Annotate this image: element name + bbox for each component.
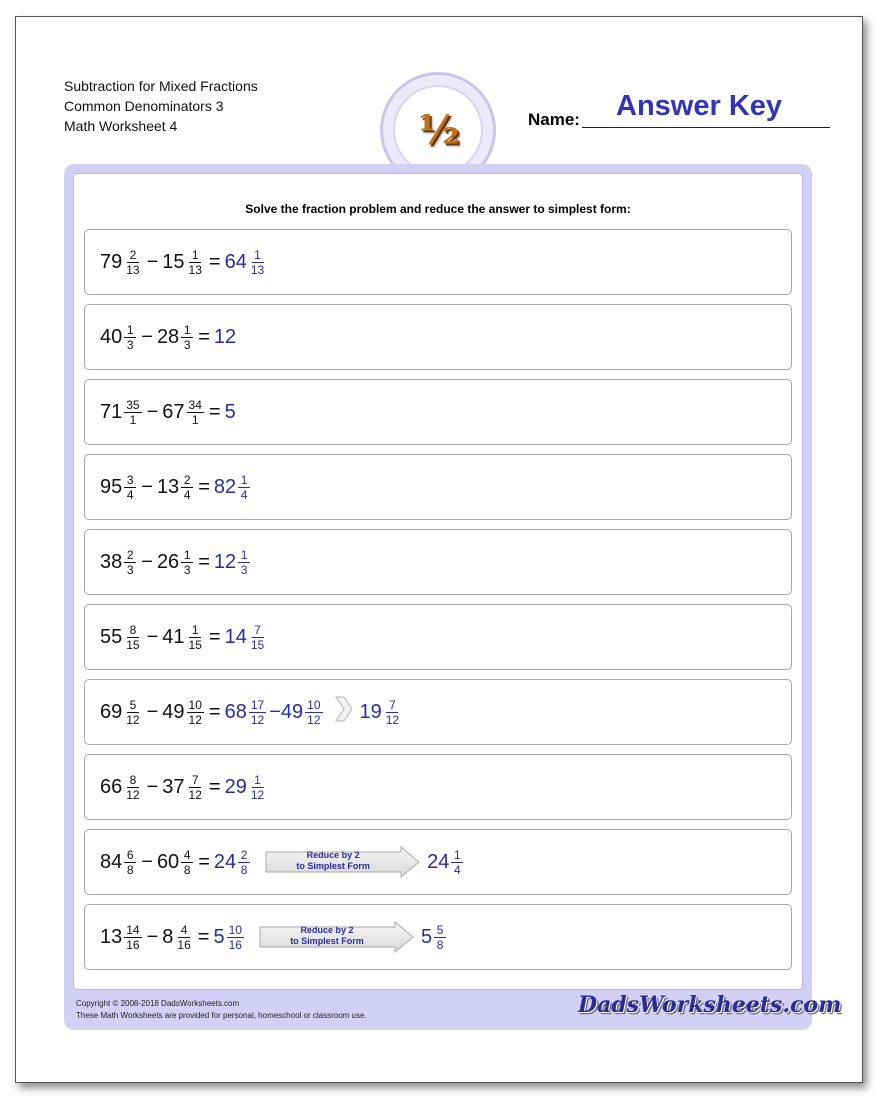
numerator: 14 <box>126 922 140 937</box>
step-fraction <box>227 923 244 952</box>
step-fraction <box>305 698 322 727</box>
mixed-whole: 66 <box>100 775 123 798</box>
denominator: 16 <box>177 937 191 952</box>
answer <box>421 923 449 952</box>
problem-9 <box>84 829 792 895</box>
fraction <box>124 248 141 277</box>
fraction <box>181 473 193 502</box>
numerator: 5 <box>127 698 139 713</box>
numerator: 1 <box>252 773 264 788</box>
denominator: 4 <box>126 487 134 502</box>
minus-sign: − <box>141 475 153 498</box>
minus-sign: − <box>146 775 159 798</box>
reduce-label <box>265 850 401 872</box>
equals-sign: = <box>198 325 210 348</box>
minus-sign: − <box>146 400 159 423</box>
footer <box>76 998 367 1022</box>
fraction <box>175 923 192 952</box>
denominator: 13 <box>188 262 202 277</box>
numerator: 7 <box>189 773 201 788</box>
minus-sign: − <box>141 850 153 873</box>
denominator: 3 <box>183 337 191 352</box>
equals-sign: = <box>208 250 221 273</box>
denominator: 8 <box>240 862 248 877</box>
numerator: 7 <box>252 623 264 638</box>
fraction <box>124 623 141 652</box>
equals-sign: = <box>208 775 221 798</box>
answer-fraction <box>249 773 266 802</box>
denominator: 12 <box>307 712 321 727</box>
mixed-whole: 38 <box>100 550 123 573</box>
fraction <box>124 398 141 427</box>
problem-4 <box>84 454 792 520</box>
denominator: 1 <box>191 412 199 427</box>
answer <box>214 473 253 502</box>
problem-2 <box>84 304 792 370</box>
instructions: Solve the fraction problem and reduce the answer to simplest form: <box>245 202 631 216</box>
fraction <box>124 773 141 802</box>
problem-1 <box>84 229 792 295</box>
denominator: 12 <box>250 787 265 802</box>
numerator: 1 <box>181 548 193 563</box>
denominator: 3 <box>126 562 134 577</box>
denominator: 12 <box>385 712 400 727</box>
answer-fraction <box>238 473 250 502</box>
problem-5 <box>84 529 792 595</box>
denominator: 12 <box>126 712 140 727</box>
numerator: 1 <box>238 473 250 488</box>
mixed-whole: 26 <box>156 550 180 573</box>
denominator: 1 <box>129 412 137 427</box>
answer-key-text: Answer Key <box>616 90 783 122</box>
numerator: 1 <box>189 623 201 638</box>
step-whole: 68 <box>224 700 247 723</box>
answer-whole: 64 <box>224 250 247 273</box>
minus-sign: − <box>269 700 281 723</box>
mixed-whole: 95 <box>100 475 123 498</box>
numerator: 10 <box>228 922 242 937</box>
fraction <box>187 248 204 277</box>
reduce-arrow <box>259 921 415 953</box>
half-logo-inner <box>393 85 483 175</box>
numerator: 17 <box>250 697 265 712</box>
answer <box>225 248 270 277</box>
chevron-right-icon <box>334 695 354 729</box>
denominator: 13 <box>250 262 265 277</box>
denominator: 12 <box>250 712 265 727</box>
numerator: 5 <box>434 923 446 938</box>
answer-whole: 82 <box>213 475 237 498</box>
denominator: 3 <box>240 562 248 577</box>
answer-fraction <box>238 548 250 577</box>
fraction <box>181 548 193 577</box>
fraction <box>187 398 204 427</box>
answer-fraction <box>451 848 463 877</box>
equals-sign: = <box>208 625 221 648</box>
answer-whole: 19 <box>359 700 382 723</box>
mixed-whole: 28 <box>156 325 180 348</box>
fraction <box>181 848 193 877</box>
answer-whole: 24 <box>427 850 450 873</box>
answer-whole: 5 <box>420 925 433 948</box>
fraction <box>124 548 136 577</box>
mixed-whole: 41 <box>162 625 185 648</box>
step-whole: 24 <box>213 850 237 873</box>
answer <box>427 848 466 877</box>
copyright-text: Copyright © 2008-2018 DadsWorksheets.com <box>76 999 240 1008</box>
denominator: 13 <box>126 262 140 277</box>
problems-panel-inner <box>73 173 803 990</box>
reduce-line-1: Reduce by 2 <box>306 850 360 860</box>
half-logo-text: ½ <box>418 106 458 154</box>
equals-sign: = <box>198 475 210 498</box>
numerator: 1 <box>124 323 136 338</box>
answer-fraction <box>249 623 266 652</box>
answer-fraction <box>384 698 401 727</box>
unreduced-answer <box>213 923 246 952</box>
answer-whole: 29 <box>224 775 247 798</box>
numerator: 2 <box>181 473 193 488</box>
fraction <box>124 323 136 352</box>
mixed-whole: 8 <box>162 925 174 948</box>
denominator: 16 <box>126 937 140 952</box>
denominator: 12 <box>126 787 140 802</box>
minus-sign: − <box>141 325 153 348</box>
title-line-2: Common Denominators 3 <box>64 98 224 114</box>
equals-sign: = <box>198 550 210 573</box>
mixed-whole: 37 <box>162 775 185 798</box>
mixed-whole: 67 <box>162 400 185 423</box>
denominator: 16 <box>228 937 242 952</box>
mixed-whole: 84 <box>100 850 123 873</box>
numerator: 4 <box>178 923 190 938</box>
numerator: 1 <box>238 548 250 563</box>
answer <box>214 548 253 577</box>
problem-10 <box>84 904 792 970</box>
step-whole: 5 <box>213 925 225 948</box>
mixed-whole: 71 <box>100 400 123 423</box>
numerator: 1 <box>451 848 463 863</box>
answer-whole: 14 <box>224 625 247 648</box>
brand-logo: DadsWorksheets.com <box>578 992 842 1018</box>
answer-whole: 5 <box>224 400 236 423</box>
fraction <box>187 623 204 652</box>
fraction <box>181 323 193 352</box>
fraction <box>124 923 141 952</box>
numerator: 35 <box>126 397 140 412</box>
denominator: 3 <box>126 337 134 352</box>
problem-8 <box>84 754 792 820</box>
step-whole: 49 <box>280 700 304 723</box>
title-line-3: Math Worksheet 4 <box>64 118 178 134</box>
problem-3 <box>84 379 792 445</box>
mixed-whole: 13 <box>100 925 123 948</box>
mixed-whole: 40 <box>100 325 123 348</box>
problem-6 <box>84 604 792 670</box>
numerator: 8 <box>127 773 139 788</box>
denominator: 4 <box>454 862 461 877</box>
numerator: 1 <box>252 248 264 263</box>
fraction <box>187 773 204 802</box>
denominator: 8 <box>126 862 134 877</box>
denominator: 12 <box>188 787 202 802</box>
answer <box>360 698 405 727</box>
numerator: 6 <box>124 848 136 863</box>
minus-sign: − <box>146 625 159 648</box>
numerator: 10 <box>188 697 202 712</box>
denominator: 15 <box>250 637 265 652</box>
answer-whole: 12 <box>213 325 237 348</box>
answer <box>225 623 270 652</box>
minus-sign: − <box>146 250 159 273</box>
problem-7 <box>84 679 792 745</box>
denominator: 4 <box>183 487 191 502</box>
minus-sign: − <box>141 550 153 573</box>
regroup-step <box>225 698 326 727</box>
numerator: 3 <box>124 473 136 488</box>
title-line-1: Subtraction for Mixed Fractions <box>64 78 258 94</box>
equals-sign: = <box>208 400 221 423</box>
numerator: 7 <box>386 698 398 713</box>
numerator: 1 <box>181 323 193 338</box>
reduce-line-2: to Simplest Form <box>296 861 370 871</box>
problems-panel <box>64 164 812 1030</box>
numerator: 2 <box>127 248 139 263</box>
numerator: 10 <box>307 697 321 712</box>
unreduced-answer <box>214 848 253 877</box>
name-line <box>582 127 830 128</box>
mixed-whole: 69 <box>100 700 123 723</box>
step-fraction <box>238 848 250 877</box>
denominator: 15 <box>188 637 202 652</box>
mixed-whole: 15 <box>162 250 185 273</box>
usage-notice: These Math Worksheets are provided for personal, homeschool or classroom use. <box>76 1011 367 1020</box>
denominator: 12 <box>188 712 202 727</box>
fraction <box>124 698 141 727</box>
numerator: 34 <box>188 397 202 412</box>
mixed-whole: 79 <box>100 250 123 273</box>
reduce-label <box>259 925 395 947</box>
name-label: Name: <box>528 110 580 129</box>
numerator: 8 <box>127 623 139 638</box>
denominator: 3 <box>183 562 191 577</box>
mixed-whole: 13 <box>156 475 180 498</box>
answer-whole: 12 <box>213 550 237 573</box>
answer-fraction <box>434 923 446 952</box>
denominator: 15 <box>126 637 140 652</box>
mixed-whole: 49 <box>162 700 185 723</box>
answer <box>214 326 236 349</box>
fraction <box>124 473 136 502</box>
reduce-line-1: Reduce by 2 <box>300 925 354 935</box>
equals-sign: = <box>208 700 221 723</box>
answer <box>225 773 270 802</box>
minus-sign: − <box>146 700 159 723</box>
numerator: 1 <box>189 248 201 263</box>
denominator: 8 <box>183 862 191 877</box>
numerator: 2 <box>124 548 136 563</box>
denominator: 4 <box>240 487 248 502</box>
fraction <box>124 848 136 877</box>
minus-sign: − <box>146 925 159 948</box>
reduce-line-2: to Simplest Form <box>290 936 364 946</box>
answer-fraction <box>249 248 266 277</box>
fraction <box>187 698 204 727</box>
numerator: 4 <box>181 848 193 863</box>
denominator: 8 <box>436 937 444 952</box>
worksheet-title <box>64 76 258 136</box>
equals-sign: = <box>198 850 210 873</box>
numerator: 2 <box>238 848 250 863</box>
answer <box>225 401 236 424</box>
mixed-whole: 55 <box>100 625 123 648</box>
reduce-arrow <box>265 846 421 878</box>
step-fraction <box>249 698 266 727</box>
mixed-whole: 60 <box>156 850 180 873</box>
equals-sign: = <box>197 925 210 948</box>
